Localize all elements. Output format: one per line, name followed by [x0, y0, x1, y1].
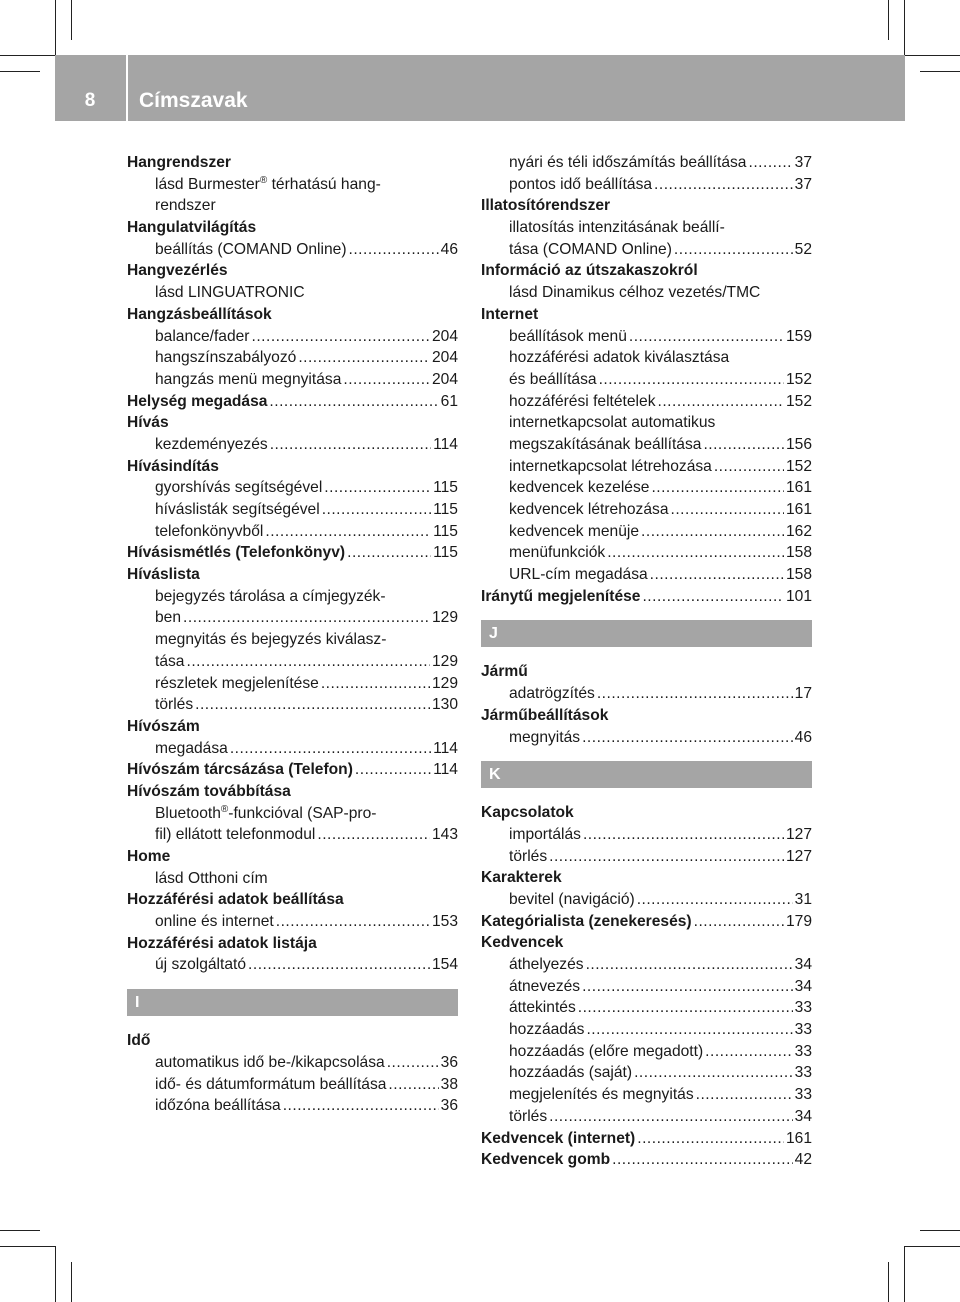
- page-reference: 38: [440, 1075, 458, 1093]
- crop-mark: [0, 1246, 55, 1247]
- leader-dots: [183, 607, 430, 629]
- leader-dots: [252, 326, 430, 348]
- page-reference: 159: [785, 327, 812, 345]
- leader-dots: [641, 521, 784, 543]
- entry-label: Hangvezérlés: [127, 262, 228, 280]
- entry-label: adatrögzítés: [509, 685, 595, 703]
- page-reference: 114: [433, 739, 458, 757]
- entry-label: Hívás: [127, 414, 169, 432]
- leader-dots: [714, 456, 784, 478]
- index-entry: [481, 1128, 812, 1150]
- entry-label: kedvencek létrehozása: [509, 501, 669, 518]
- crop-mark: [888, 0, 889, 40]
- index-letter-heading: J: [481, 620, 812, 647]
- leader-dots: [599, 369, 784, 391]
- entry-label: részletek megjelenítése: [155, 674, 319, 692]
- entry-label: bejegyzés tárolása a címjegyzék-: [155, 587, 386, 605]
- entry-label: megjelenítés és megnyitás: [509, 1086, 694, 1104]
- page-reference: 36: [440, 1097, 458, 1115]
- index-subentry: [481, 1106, 812, 1128]
- entry-label: új szolgáltató: [155, 956, 247, 974]
- index-subentry: [481, 846, 812, 868]
- entry-label: hozzáadás (előre megadott): [509, 1042, 704, 1060]
- index-subentry: [481, 727, 812, 749]
- index-subentry: [127, 369, 458, 391]
- page-reference: 46: [794, 728, 812, 746]
- index-column-right: [481, 152, 812, 1171]
- entry-label: automatikus idő be-/kikapcsolása: [155, 1053, 385, 1071]
- entry-label: Hangzásbeállítások: [127, 305, 272, 323]
- page-reference: 127: [785, 825, 812, 843]
- entry-label: online és internet: [155, 913, 274, 931]
- entry-label: Hozzáférési adatok beállítása: [127, 891, 344, 909]
- page-reference: 42: [794, 1151, 812, 1169]
- leader-dots: [642, 586, 784, 608]
- page-reference: 114: [433, 435, 458, 453]
- index-entry: [127, 456, 458, 478]
- leader-dots: [583, 824, 784, 846]
- index-letter-heading: I: [127, 989, 458, 1016]
- leader-dots: [582, 976, 793, 998]
- index-subentry: [481, 1041, 812, 1063]
- index-subentry: [127, 1074, 458, 1096]
- index-entry: [481, 911, 812, 933]
- entry-label: hozzáférési adatok kiválasztása: [509, 349, 730, 367]
- page-reference: 115: [433, 479, 458, 497]
- header-divider: [126, 55, 128, 121]
- crop-mark: [0, 71, 40, 72]
- leader-dots: [637, 1128, 784, 1150]
- entry-label: Jármű: [481, 663, 528, 681]
- index-entry: [127, 759, 458, 781]
- entry-label: lásd Otthoni cím: [155, 869, 268, 887]
- entry-label: Kategórialista (zenekeresés): [481, 912, 692, 930]
- index-entry: [481, 661, 812, 683]
- crop-mark: [920, 71, 960, 72]
- leader-dots: [549, 1106, 793, 1128]
- leader-dots: [270, 434, 431, 456]
- entry-label: pontos idő beállítása: [509, 175, 653, 193]
- index-entry: [127, 889, 458, 911]
- index-subentry: [481, 434, 812, 456]
- entry-label: importálás: [509, 825, 581, 843]
- entry-label: Karakterek: [481, 869, 562, 887]
- index-subentry: [127, 195, 458, 217]
- index-entry: [127, 217, 458, 239]
- entry-label: Helység megadása: [127, 392, 268, 410]
- leader-dots: [388, 1074, 438, 1096]
- leader-dots: [703, 434, 784, 456]
- index-subentry: [481, 456, 812, 478]
- page-reference: 161: [785, 479, 812, 497]
- entry-label: Híváslista: [127, 566, 200, 584]
- page-reference: 37: [794, 154, 812, 171]
- index-subentry: [481, 477, 812, 499]
- index-entry: [481, 260, 812, 282]
- index-entry: [127, 304, 458, 326]
- leader-dots: [749, 152, 793, 174]
- index-subentry: [481, 824, 812, 846]
- leader-dots: [637, 889, 793, 911]
- index-entry: [481, 867, 812, 889]
- index-subentry: [127, 911, 458, 933]
- crop-mark: [55, 1246, 56, 1302]
- index-subentry: [127, 477, 458, 499]
- page-reference: 34: [794, 977, 812, 995]
- leader-dots: [248, 954, 430, 976]
- crop-mark: [904, 0, 905, 55]
- entry-label: Illatosítórendszer: [481, 197, 611, 215]
- entry-label: törlés: [155, 696, 194, 714]
- index-subentry: [127, 738, 458, 760]
- entry-label: lásd Dinamikus célhoz vezetés/TMC: [509, 284, 761, 302]
- entry-label: Kedvencek: [481, 934, 564, 952]
- entry-label: internetkapcsolat automatikus: [509, 414, 716, 432]
- entry-label: Hívásismétlés (Telefonkönyv): [127, 544, 346, 562]
- entry-label: Kedvencek (internet): [481, 1129, 636, 1147]
- page-reference: 33: [794, 999, 812, 1017]
- index-subentry: [481, 239, 812, 261]
- page-reference: 61: [440, 392, 458, 410]
- entry-label: hangzás menü megnyitása: [155, 370, 342, 388]
- index-subentry: [127, 434, 458, 456]
- index-subentry: [127, 499, 458, 521]
- index-subentry: [127, 607, 458, 629]
- entry-label: Hangulatvilágítás: [127, 219, 257, 237]
- leader-dots: [705, 1041, 792, 1063]
- page-reference: 204: [431, 370, 458, 388]
- entry-label: menüfunkciók: [509, 544, 606, 562]
- index-subentry: [481, 997, 812, 1019]
- leader-dots: [349, 239, 439, 261]
- leader-dots: [629, 326, 784, 348]
- page-reference: 114: [433, 761, 458, 779]
- entry-label: Bluetooth®-funkcióval (SAP-pro-: [155, 803, 377, 822]
- leader-dots: [612, 1149, 793, 1171]
- index-letter-heading: K: [481, 761, 812, 788]
- index-subentry: [127, 239, 458, 261]
- leader-dots: [586, 954, 793, 976]
- index-subentry: [127, 1095, 458, 1117]
- index-entry: [481, 802, 812, 824]
- entry-label: Hangrendszer: [127, 154, 231, 171]
- entry-label: lásd LINGUATRONIC: [155, 284, 305, 302]
- index-subentry: [481, 499, 812, 521]
- leader-dots: [658, 391, 784, 413]
- leader-dots: [696, 1084, 793, 1106]
- index-subentry: [481, 976, 812, 998]
- entry-label: hozzáadás (saját): [509, 1064, 633, 1082]
- entry-label: törlés: [509, 847, 548, 865]
- page-reference: 33: [794, 1042, 812, 1060]
- crop-mark: [905, 55, 960, 56]
- page-reference: 130: [431, 696, 458, 714]
- index-entry: [481, 304, 812, 326]
- entry-label: törlés: [509, 1107, 548, 1125]
- page-reference: 33: [794, 1086, 812, 1104]
- page-reference: 152: [785, 392, 812, 410]
- leader-dots: [586, 1019, 792, 1041]
- leader-dots: [317, 824, 430, 846]
- index-subentry: [127, 803, 458, 825]
- page-reference: 161: [785, 1129, 812, 1147]
- index-entry: [127, 933, 458, 955]
- leader-dots: [321, 673, 430, 695]
- page-reference: 153: [431, 913, 458, 931]
- entry-label: Hívásindítás: [127, 457, 219, 475]
- page-reference: 31: [794, 890, 812, 908]
- index-subentry: [127, 347, 458, 369]
- index-subentry: [127, 824, 458, 846]
- entry-label: Iránytű megjelenítése: [481, 587, 641, 605]
- page-reference: 34: [794, 956, 812, 973]
- leader-dots: [597, 683, 793, 705]
- entry-label: tása: [155, 652, 185, 670]
- leader-dots: [343, 369, 430, 391]
- entry-label: megadása: [155, 739, 228, 757]
- index-entry: [127, 781, 458, 803]
- entry-label: nyári és téli időszámítás beállítása: [509, 154, 747, 171]
- index-subentry: [127, 629, 458, 651]
- page-reference: 204: [431, 349, 458, 367]
- leader-dots: [582, 727, 793, 749]
- index-subentry: [481, 954, 812, 976]
- page-title: Címszavak: [139, 89, 248, 112]
- leader-dots: [650, 564, 784, 586]
- page-number: 8: [84, 90, 96, 111]
- index-entry: [481, 932, 812, 954]
- page-reference: 33: [794, 1021, 812, 1039]
- entry-label: Hívószám továbbítása: [127, 782, 291, 800]
- page-header: [55, 55, 905, 121]
- index-column-left: [127, 152, 458, 1117]
- index-subentry: [481, 1019, 812, 1041]
- entry-label: Hívószám: [127, 717, 200, 735]
- page-reference: 158: [785, 566, 812, 584]
- page-reference: 158: [785, 544, 812, 562]
- entry-label: Kapcsolatok: [481, 804, 574, 822]
- index-entry: [481, 705, 812, 727]
- index-subentry: [481, 1084, 812, 1106]
- index-subentry: [481, 1062, 812, 1084]
- entry-label: megnyitás és bejegyzés kiválasz-: [155, 631, 387, 649]
- page-reference: 115: [433, 522, 458, 540]
- index-entry: [127, 391, 458, 413]
- entry-label: Home: [127, 848, 171, 865]
- index-subentry: [127, 174, 458, 196]
- crop-mark: [920, 1230, 960, 1231]
- crop-mark: [0, 55, 55, 56]
- leader-dots: [186, 651, 429, 673]
- crop-mark: [0, 1230, 40, 1231]
- index-subentry: [481, 521, 812, 543]
- leader-dots: [276, 911, 430, 933]
- index-subentry: [127, 1052, 458, 1074]
- page-reference: 127: [785, 847, 812, 865]
- index-entry: [481, 195, 812, 217]
- leader-dots: [265, 521, 431, 543]
- crop-mark: [904, 1246, 905, 1302]
- page-reference: 204: [431, 327, 458, 345]
- page-reference: 154: [431, 956, 458, 974]
- page-reference: 115: [433, 501, 458, 518]
- leader-dots: [230, 738, 431, 760]
- index-subentry: [127, 326, 458, 348]
- entry-label: időzóna beállítása: [155, 1097, 281, 1115]
- entry-label: megszakításának beállítása: [509, 435, 702, 453]
- index-entry: [481, 586, 812, 608]
- page-reference: 129: [431, 609, 458, 627]
- page-reference: 143: [431, 826, 458, 844]
- entry-label: megnyitás: [509, 728, 581, 746]
- entry-label: Járműbeállítások: [481, 706, 609, 724]
- index-entry: [481, 1149, 812, 1171]
- leader-dots: [654, 174, 793, 196]
- entry-label: Kedvencek gomb: [481, 1151, 611, 1169]
- leader-dots: [671, 499, 784, 521]
- index-subentry: [481, 369, 812, 391]
- index-entry: [127, 1030, 458, 1052]
- entry-label: internetkapcsolat létrehozása: [509, 457, 712, 475]
- entry-label: áthelyezés: [509, 956, 584, 973]
- index-entry: [127, 716, 458, 738]
- index-subentry: [481, 174, 812, 196]
- entry-label: balance/fader: [155, 327, 250, 345]
- index-subentry: [481, 326, 812, 348]
- page-reference: 36: [440, 1053, 458, 1071]
- entry-label: idő- és dátumformátum beállítása: [155, 1075, 387, 1093]
- page-reference: 34: [794, 1107, 812, 1125]
- entry-label: Idő: [127, 1032, 151, 1050]
- page-reference: 37: [794, 175, 812, 193]
- entry-label: bevitel (navigáció): [509, 890, 635, 908]
- entry-label: átnevezés: [509, 977, 581, 995]
- index-entry: [127, 564, 458, 586]
- index-entry: [127, 260, 458, 282]
- index-subentry: [127, 282, 458, 304]
- entry-label: ben: [155, 609, 182, 627]
- page-reference: 152: [785, 457, 812, 475]
- entry-label: hozzáférési feltételek: [509, 392, 656, 410]
- index-subentry: [127, 673, 458, 695]
- index-subentry: [481, 889, 812, 911]
- page-reference: 17: [794, 685, 812, 703]
- index-entry: [127, 412, 458, 434]
- leader-dots: [674, 239, 793, 261]
- leader-dots: [694, 911, 784, 933]
- page-reference: 179: [785, 912, 812, 930]
- page-reference: 162: [785, 522, 812, 540]
- entry-label: híváslisták segítségével: [155, 501, 320, 518]
- index-subentry: [481, 542, 812, 564]
- page-reference: 46: [440, 240, 458, 258]
- page-reference: 129: [431, 652, 458, 670]
- leader-dots: [387, 1052, 439, 1074]
- entry-label: beállítás (COMAND Online): [155, 240, 347, 258]
- leader-dots: [355, 759, 431, 781]
- page-reference: 129: [431, 674, 458, 692]
- entry-label: tása (COMAND Online): [509, 240, 672, 258]
- index-subentry: [481, 391, 812, 413]
- crop-mark: [888, 1262, 889, 1302]
- entry-label: kedvencek menüje: [509, 522, 640, 540]
- index-entry: [127, 846, 458, 868]
- index-entry: [127, 542, 458, 564]
- crop-mark: [71, 0, 72, 40]
- leader-dots: [347, 542, 431, 564]
- index-subentry: [127, 521, 458, 543]
- page-reference: 156: [785, 435, 812, 453]
- entry-label: és beállítása: [509, 370, 597, 388]
- entry-label: lásd Burmester® térhatású hang-: [155, 174, 381, 193]
- leader-dots: [651, 477, 784, 499]
- entry-label: Internet: [481, 305, 539, 323]
- entry-label: Hozzáférési adatok listája: [127, 934, 317, 952]
- leader-dots: [549, 846, 784, 868]
- index-subentry: [481, 683, 812, 705]
- entry-label: áttekintés: [509, 999, 576, 1017]
- entry-label: telefonkönyvből: [155, 522, 264, 540]
- leader-dots: [283, 1095, 439, 1117]
- leader-dots: [607, 542, 784, 564]
- entry-label: hangszínszabályozó: [155, 349, 297, 367]
- entry-label: Hívószám tárcsázása (Telefon): [127, 761, 353, 779]
- leader-dots: [195, 694, 430, 716]
- index-subentry: [481, 412, 812, 434]
- index-subentry: [127, 868, 458, 890]
- page-reference: 115: [433, 544, 458, 562]
- index-subentry: [481, 217, 812, 239]
- index-subentry: [127, 954, 458, 976]
- crop-mark: [55, 0, 56, 55]
- leader-dots: [324, 477, 431, 499]
- leader-dots: [634, 1062, 793, 1084]
- page-reference: 33: [794, 1064, 812, 1082]
- page-reference: 161: [785, 501, 812, 518]
- index-subentry: [127, 651, 458, 673]
- page-reference: 152: [785, 370, 812, 388]
- entry-label: rendszer: [155, 197, 216, 215]
- leader-dots: [322, 499, 431, 521]
- leader-dots: [269, 391, 438, 413]
- entry-label: kedvencek kezelése: [509, 479, 650, 497]
- entry-label: Információ az útszakaszokról: [481, 262, 698, 280]
- index-subentry: [127, 694, 458, 716]
- entry-label: gyorshívás segítségével: [155, 479, 323, 497]
- index-subentry: [481, 152, 812, 174]
- entry-label: beállítások menü: [509, 327, 627, 345]
- index-subentry: [481, 282, 812, 304]
- index-entry: [127, 152, 458, 174]
- entry-label: URL-cím megadása: [509, 566, 648, 584]
- crop-mark: [71, 1262, 72, 1302]
- leader-dots: [578, 997, 793, 1019]
- entry-label: illatosítás intenzitásának beállí-: [509, 219, 725, 237]
- entry-label: fil) ellátott telefonmodul: [155, 826, 316, 844]
- index-subentry: [127, 586, 458, 608]
- index-subentry: [481, 347, 812, 369]
- page-reference: 101: [785, 587, 812, 605]
- entry-label: hozzáadás: [509, 1021, 585, 1039]
- leader-dots: [298, 347, 430, 369]
- page-reference: 52: [794, 240, 812, 258]
- crop-mark: [905, 1246, 960, 1247]
- index-subentry: [481, 564, 812, 586]
- entry-label: kezdeményezés: [155, 435, 268, 453]
